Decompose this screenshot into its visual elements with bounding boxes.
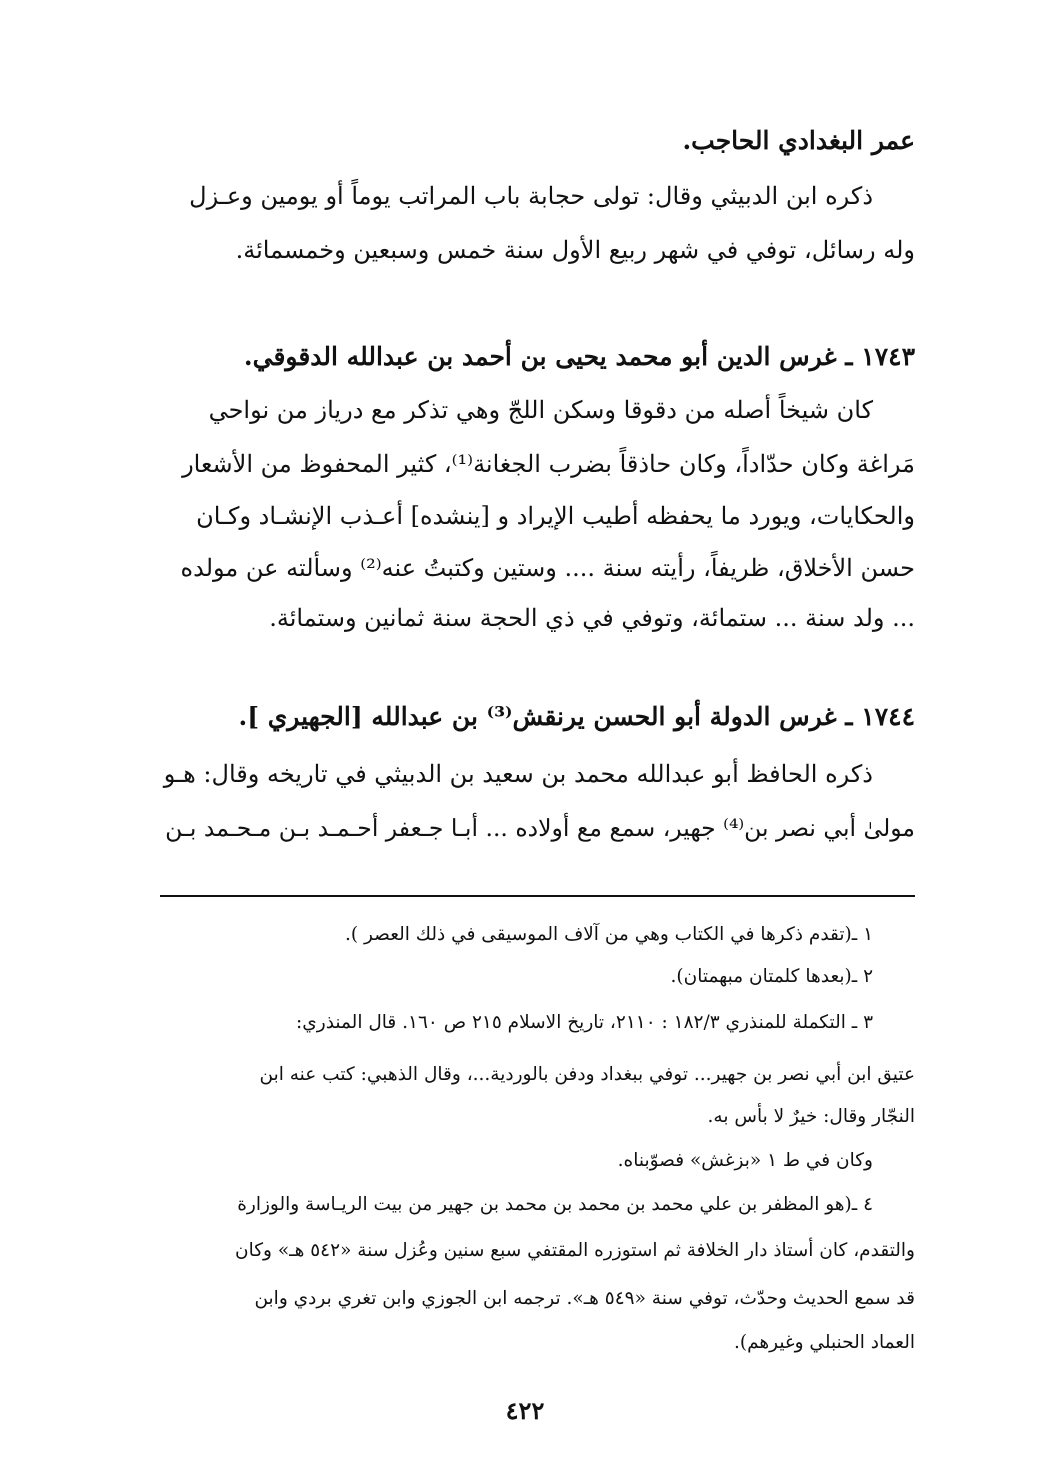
- footnote-line: وكان في ط ١ «بزغش» فصوّبناه.: [617, 1150, 873, 1171]
- footnote-line: ١ ـ(تقدم ذكرها في الكتاب وهي من آلاف الموسيقى في ذلك العصر ).: [345, 924, 873, 945]
- entry-heading: ١٧٤٤ ـ غرس الدولة أبو الحسن يرنقش⁽³⁾ بن عبدالله [الجهيري ].: [238, 702, 915, 731]
- footnote-line: ٢ ـ(بعدها كلمتان مبهمتان).: [670, 966, 873, 987]
- footnote-line: عتيق ابن أبي نصر بن جهير... توفي ببغداد ودفن بالوردية...، وقال الذهبي: كتب عنه ابن: [259, 1064, 915, 1085]
- entry-line: مولىٰ أبي نصر بن⁽⁴⁾ جهير، سمع مع أولاده ... أبـا جـعفر أحـمـد بـن مـحـمد بـن: [165, 814, 915, 842]
- footnote-line: العماد الحنبلي وغيرهم).: [733, 1332, 915, 1353]
- footnote-separator: [160, 895, 915, 897]
- entry-line: ذكره الحافظ أبو عبدالله محمد بن سعيد بن الدبيثي في تاريخه وقال: هـو: [163, 760, 873, 788]
- entry-line: ... ولد سنة ... ستمائة، وتوفي في ذي الحجة سنة ثمانين وستمائة.: [269, 604, 915, 632]
- page-number: ٤٢٢: [505, 1396, 545, 1425]
- entry-line: كان شيخاً أصله من دقوقا وسكن اللجّ وهي تذكر مع درياز من نواحي: [208, 396, 873, 424]
- entry-heading: ١٧٤٣ ـ غرس الدين أبو محمد يحيى بن أحمد بن عبدالله الدقوقي.: [243, 342, 915, 371]
- entry-line: مَراغة وكان حدّاداً، وكان حاذقاً بضرب الجغانة⁽¹⁾، كثير المحفوظ من الأشعار: [182, 450, 915, 478]
- entry-line: حسن الأخلاق، ظريفاً، رأيته سنة .... وستين وكتبتُ عنه⁽²⁾ وسألته عن مولده: [180, 554, 915, 582]
- continuation-line: ذكره ابن الدبيثي وقال: تولى حجابة باب المراتب يوماً أو يومين وعـزل: [189, 182, 873, 210]
- continuation-line: وله رسائل، توفي في شهر ربيع الأول سنة خمس وسبعين وخمسمائة.: [235, 236, 915, 264]
- footnote-line: قد سمع الحديث وحدّث، توفي سنة «٥٤٩ هـ». ترجمه ابن الجوزي وابن تغري بردي وابن: [254, 1288, 915, 1309]
- continuation-title-line: عمر البغدادي الحاجب.: [682, 126, 915, 155]
- footnote-line: النجّار وقال: خيرٌ لا بأس به.: [707, 1106, 915, 1127]
- footnote-line: ٤ ـ(هو المظفر بن علي محمد بن محمد بن محمد بن جهير من بيت الريـاسة والوزارة: [237, 1194, 873, 1215]
- entry-line: والحكايات، ويورد ما يحفظه أطيب الإيراد و [ينشده] أعـذب الإنشـاد وكـان: [196, 502, 915, 530]
- footnote-line: ٣ ـ التكملة للمنذري ١٨٢/٣ : ٢١١٠، تاريخ الاسلام ٢١٥ ص ١٦٠. قال المنذري:: [296, 1012, 873, 1033]
- footnote-line: والتقدم، كان أستاذ دار الخلافة ثم استوزره المقتفي سبع سنين وعُزل سنة «٥٤٢ هـ» وكان: [235, 1240, 915, 1261]
